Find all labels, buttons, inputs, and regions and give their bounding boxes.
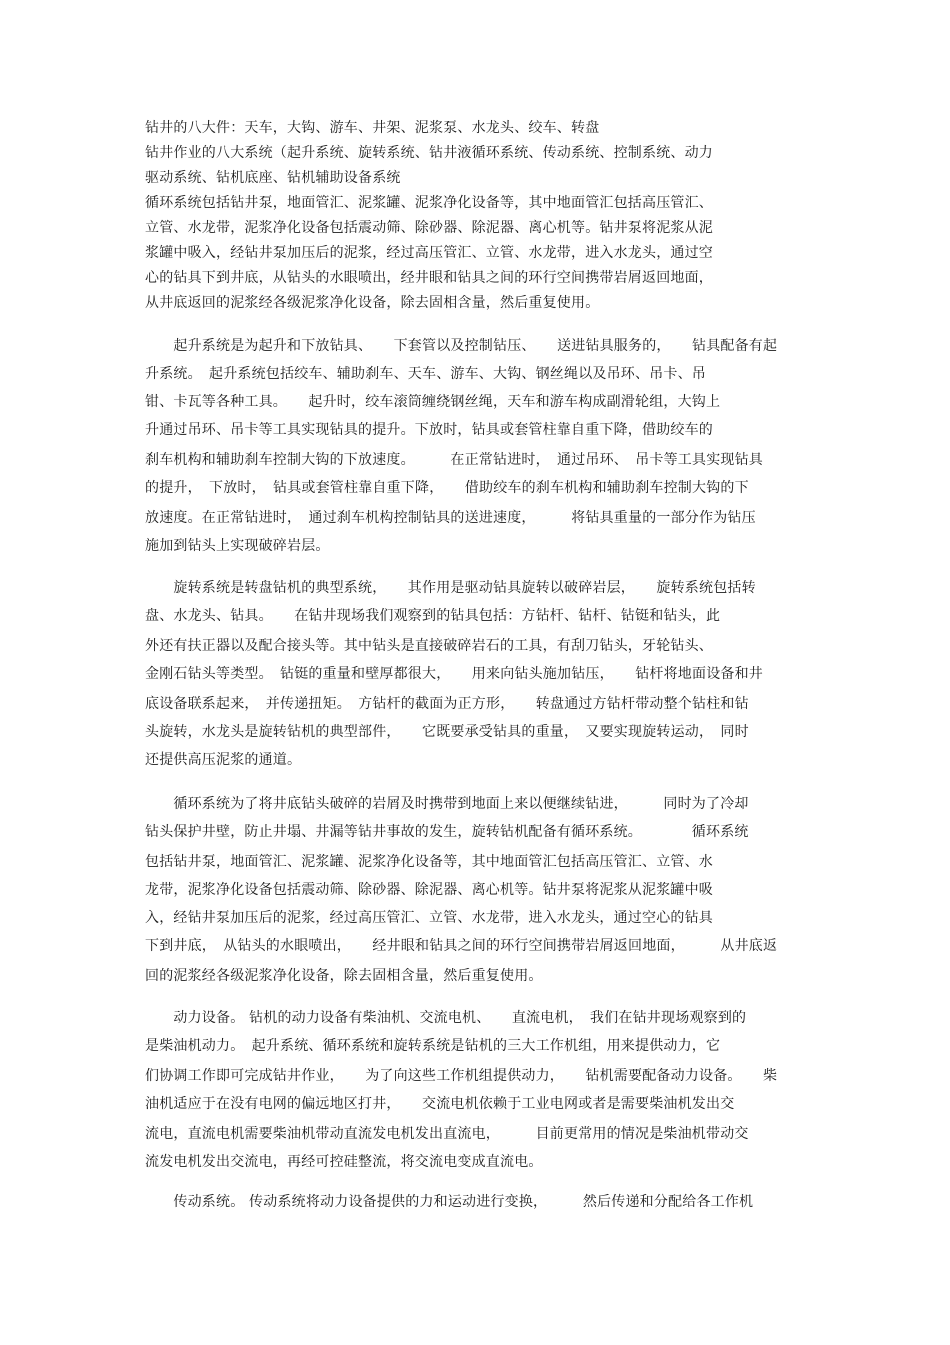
text-line: 们协调工作即可完成钻井作业， 为了向这些工作机组提供动力， 钻机需要配备动力设备。 柴 <box>145 1068 778 1084</box>
text-line: 龙带，泥浆净化设备包括震动筛、除砂器、除泥器、离心机等。钻井泵将泥浆从泥浆罐中吸 <box>145 882 713 898</box>
text-line: 入，经钻井泵加压后的泥浆，经过高压管汇、立管、水龙带，进入水龙头，通过空心的钻具 <box>145 910 713 926</box>
text-line: 旋转系统是转盘钻机的典型系统， 其作用是驱动钻具旋转以破碎岩层， 旋转系统包括转 <box>145 580 756 596</box>
text-line: 钻井的八大件：天车，大钩、游车、井架、泥浆泵、水龙头、绞车、转盘 <box>145 120 600 136</box>
text-line: 的提升， 下放时， 钻具或套管柱靠自重下降， 借助绞车的刹车机构和辅助刹车控制大钩的下 <box>145 480 749 496</box>
text-line: 驱动系统、钻机底座、钻机辅助设备系统 <box>145 170 401 186</box>
text-line: 放速度。在正常钻进时， 通过刹车机构控制钻具的送进速度， 将钻具重量的一部分作为钻压 <box>145 510 756 526</box>
text-line: 下到井底， 从钻头的水眼喷出， 经井眼和钻具之间的环行空间携带岩屑返回地面， 从井底返 <box>145 938 778 954</box>
text-line: 从井底返回的泥浆经各级泥浆净化设备，除去固相含量，然后重复使用。 <box>145 295 600 311</box>
text-line: 包括钻井泵，地面管汇、泥浆罐、泥浆净化设备等，其中地面管汇包括高压管汇、立管、水 <box>145 854 713 870</box>
text-line: 传动系统。 传动系统将动力设备提供的力和运动进行变换， 然后传递和分配给各工作机 <box>145 1194 754 1210</box>
text-line: 金刚石钻头等类型。 钻铤的重量和壁厚都很大， 用来向钻头施加钻压， 钻杆将地面设备和井 <box>145 666 763 682</box>
text-line: 升系统。 起升系统包括绞车、辅助刹车、天车、游车、大钩、钢丝绳以及吊环、吊卡、吊 <box>145 366 706 382</box>
text-line: 头旋转，水龙头是旋转钻机的典型部件， 它既要承受钻具的重量， 又要实现旋转运动， 同时 <box>145 724 749 740</box>
text-line: 是柴油机动力。 起升系统、循环系统和旋转系统是钻机的三大工作机组，用来提供动力，它 <box>145 1038 721 1054</box>
text-line: 循环系统为了将井底钻头破碎的岩屑及时携带到地面上来以便继续钻进， 同时为了冷却 <box>145 796 749 812</box>
text-line: 外还有扶正器以及配合接头等。其中钻头是直接破碎岩石的工具，有刮刀钻头，牙轮钻头、 <box>145 638 713 654</box>
text-line: 刹车机构和辅助刹车控制大钩的下放速度。 在正常钻进时， 通过吊环、 吊卡等工具实现钻具 <box>145 452 763 468</box>
text-line: 流电，直流电机需要柴油机带动直流发电机发出直流电， 目前更常用的情况是柴油机带动交 <box>145 1126 749 1142</box>
text-line: 起升系统是为起升和下放钻具、 下套管以及控制钻压、 送进钻具服务的， 钻具配备有起 <box>145 338 778 354</box>
text-line: 循环系统包括钻井泵，地面管汇、泥浆罐、泥浆净化设备等，其中地面管汇包括高压管汇、 <box>145 195 713 211</box>
text-line: 钳、卡瓦等各种工具。 起升时，绞车滚筒缠绕钢丝绳，天车和游车构成副滑轮组，大钩上 <box>145 394 721 410</box>
text-line: 心的钻具下到井底，从钻头的水眼喷出，经井眼和钻具之间的环行空间携带岩屑返回地面， <box>145 270 713 286</box>
text-line: 升通过吊环、吊卡等工具实现钻具的提升。下放时，钻具或套管柱靠自重下降，借助绞车的 <box>145 422 713 438</box>
text-line: 油机适应于在没有电网的偏远地区打井， 交流电机依赖于工业电网或者是需要柴油机发出交 <box>145 1096 735 1112</box>
text-line: 立管、水龙带，泥浆净化设备包括震动筛、除砂器、除泥器、离心机等。钻井泵将泥浆从泥 <box>145 220 713 236</box>
text-line: 盘、水龙头、钻具。 在钻井现场我们观察到的钻具包括：方钻杆、钻杆、钻铤和钻头，此 <box>145 608 721 624</box>
text-line: 回的泥浆经各级泥浆净化设备，除去固相含量，然后重复使用。 <box>145 968 543 984</box>
text-line: 底设备联系起来， 并传递扭矩。 方钻杆的截面为正方形， 转盘通过方钻杆带动整个钻柱和钻 <box>145 696 749 712</box>
text-line: 还提供高压泥浆的通道。 <box>145 752 302 768</box>
text-line: 钻头保护井壁，防止井塌、井漏等钻井事故的发生，旋转钻机配备有循环系统。 循环系统 <box>145 824 749 840</box>
text-line: 浆罐中吸入，经钻井泵加压后的泥浆，经过高压管汇、立管、水龙带，进入水龙头，通过空 <box>145 245 713 261</box>
text-line: 钻井作业的八大系统（起升系统、旋转系统、钻井液循环系统、传动系统、控制系统、动力 <box>145 145 713 161</box>
text-line: 动力设备。 钻机的动力设备有柴油机、交流电机、 直流电机， 我们在钻井现场观察到的 <box>145 1010 747 1026</box>
text-line: 流发电机发出交流电，再经可控硅整流，将交流电变成直流电。 <box>145 1154 543 1170</box>
text-line: 施加到钻头上实现破碎岩层。 <box>145 538 330 554</box>
